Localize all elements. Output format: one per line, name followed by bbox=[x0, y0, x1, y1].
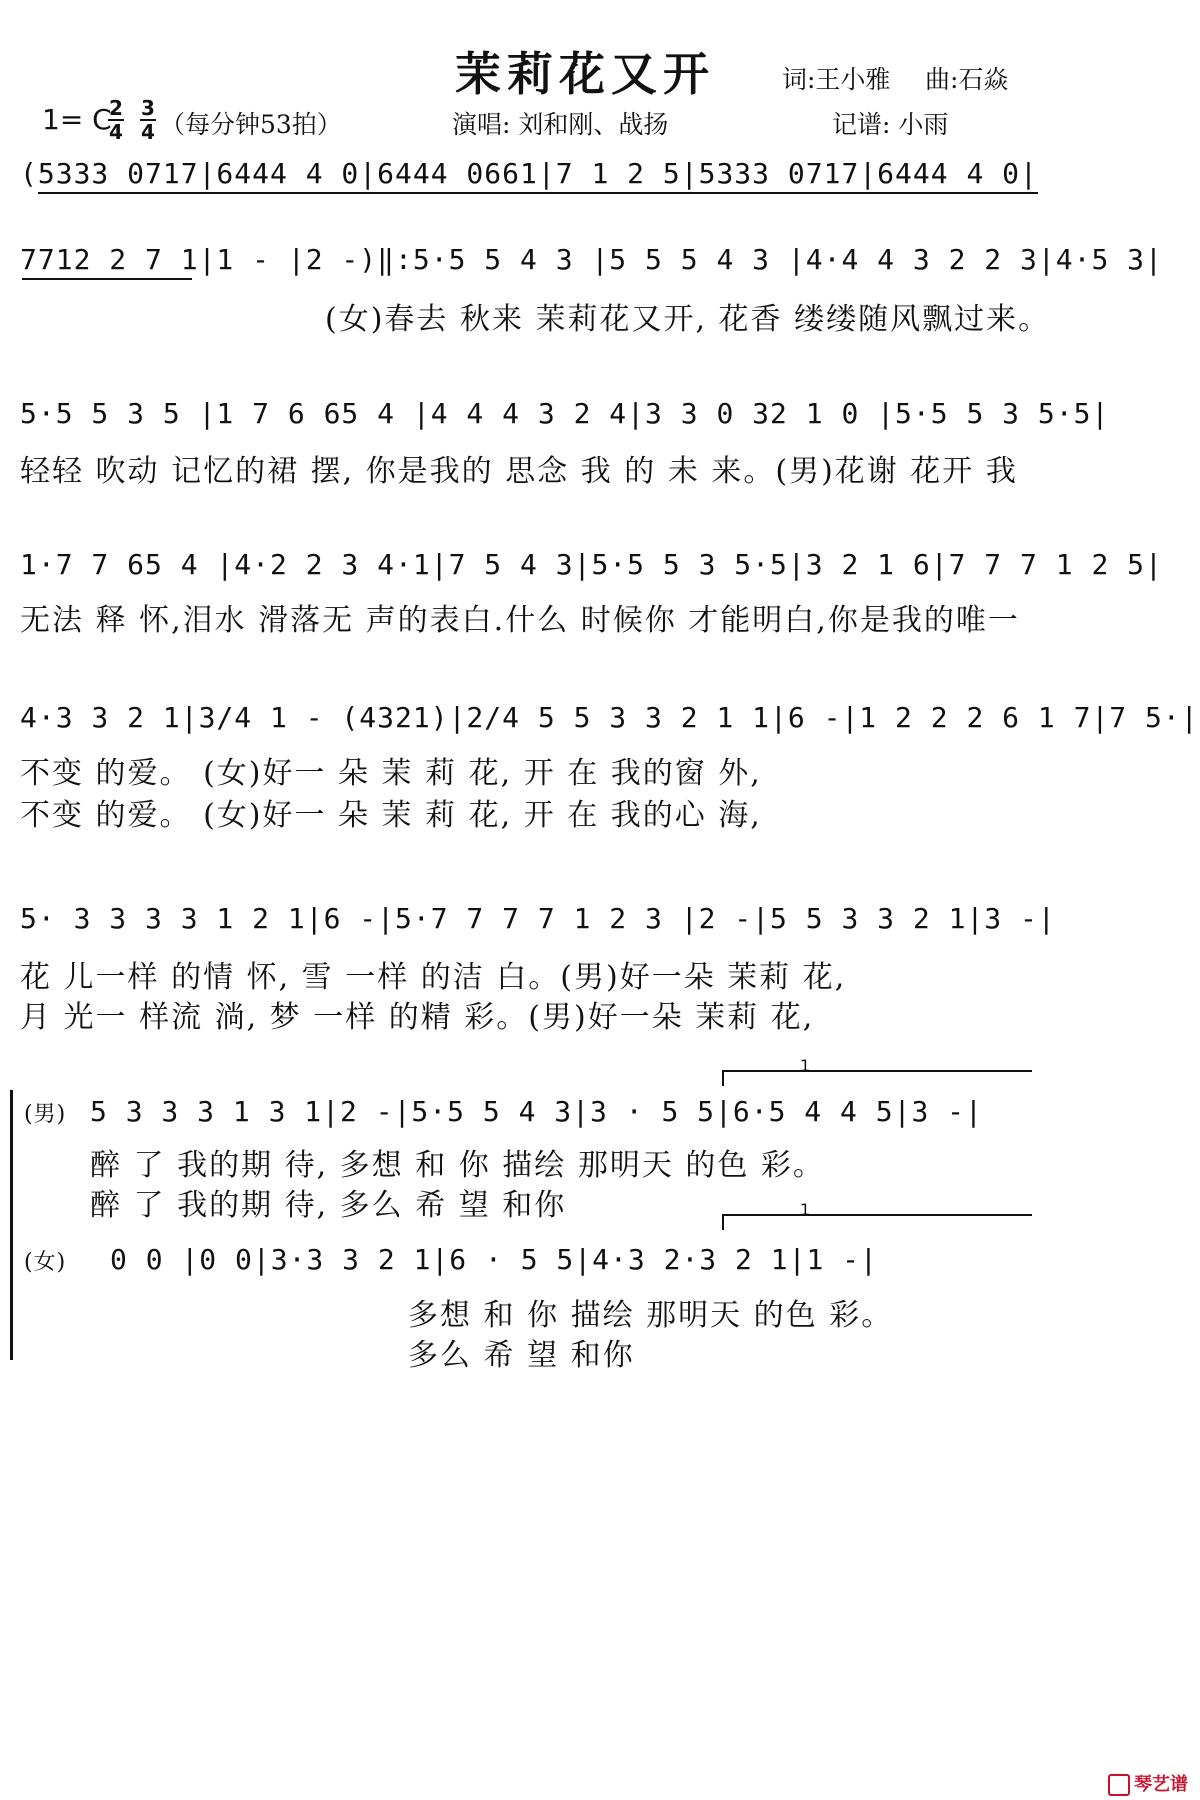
volta-1-male-number: 1 bbox=[800, 1056, 811, 1075]
system-6-lyric-2: 月 光一 样流 淌, 梦 一样 的精 彩。(男)好一朵 茉莉 花, bbox=[20, 1000, 815, 1035]
time-signature-2 bbox=[140, 98, 156, 142]
system-2-lyric-1: (女)春去 秋来 茉莉花又开, 花香 缕缕随风飘过来。 bbox=[325, 302, 1051, 337]
system-3-lyric-1: 轻轻 吹动 记忆的裙 摆, 你是我的 思念 我 的 未 来。(男)花谢 花开 我 bbox=[20, 454, 1018, 489]
watermark-logo bbox=[1108, 1770, 1188, 1796]
system-6-lyric-1: 花 儿一样 的情 怀, 雪 一样 的洁 白。(男)好一朵 茉莉 花, bbox=[20, 960, 847, 995]
system-1-notes: (5333 0717|6444 4 0|6444 0661|7 1 2 5|5333 0717|6444 4 0| bbox=[20, 157, 1038, 190]
composer: 曲:石焱 bbox=[925, 65, 1009, 94]
system-2-notes: 7712 2 7 1|1 - |2 -)‖:5·5 5 4 3 |5 5 5 4 3 |4·4 4 3 2 2 3|4·5 3| bbox=[20, 243, 1163, 276]
system-7-lyric-2: 醉 了 我的期 待, 多么 希 望 和你 bbox=[90, 1188, 567, 1223]
transcriber: 记谱: 小雨 bbox=[832, 110, 949, 139]
volta-1-female bbox=[722, 1214, 1032, 1230]
system-5-lyric-2: 不变 的爱。 (女)好一 朵 茉 莉 花, 开 在 我的心 海, bbox=[20, 798, 762, 833]
lyricist: 词:王小雅 bbox=[782, 65, 891, 94]
tempo: （每分钟53拍） bbox=[160, 110, 342, 139]
system-7-part-label: (男) bbox=[24, 1102, 67, 1127]
watermark-text: 琴艺谱 bbox=[1134, 1774, 1188, 1795]
system-4-notes: 1·7 7 65 4 |4·2 2 3 4·1|7 5 4 3|5·5 5 3 5·5|3 2 1 6|7 7 7 1 2 5| bbox=[20, 548, 1163, 581]
singers: 演唱: 刘和刚、战扬 bbox=[452, 110, 669, 139]
volta-1-male bbox=[722, 1070, 1032, 1086]
qinyipu-logo-icon bbox=[1108, 1774, 1130, 1796]
system-8-lyric-2: 多么 希 望 和你 bbox=[408, 1338, 635, 1373]
system-6-notes: 5· 3 3 3 3 1 2 1|6 -|5·7 7 7 7 1 2 3 |2 -|5 5 3 3 2 1|3 -| bbox=[20, 902, 1056, 935]
time-signature-1-bottom: 4 bbox=[109, 120, 123, 144]
time-signature-1-top: 2 bbox=[109, 96, 123, 120]
system-5-notes: 4·3 3 2 1|3/4 1 - (4321)|2/4 5 5 3 3 2 1 1|6 -|1 2 2 2 6 1 7|7 5·| bbox=[20, 701, 1199, 734]
key-signature: 1= C bbox=[42, 103, 112, 136]
volta-1-female-number: 1 bbox=[800, 1200, 811, 1219]
time-signature-1 bbox=[108, 98, 124, 142]
system-8-part-label: (女) bbox=[24, 1250, 67, 1275]
system-7-lyric-1: 醉 了 我的期 待, 多想 和 你 描绘 那明天 的色 彩。 bbox=[90, 1148, 825, 1183]
time-signature-2-bottom: 4 bbox=[141, 120, 155, 144]
time-signature-2-top: 3 bbox=[141, 96, 155, 120]
system-8-lyric-1: 多想 和 你 描绘 那明天 的色 彩。 bbox=[408, 1298, 894, 1333]
duet-bracket bbox=[10, 1090, 13, 1360]
score-title: 茉莉花又开 bbox=[455, 47, 715, 101]
system-3-notes: 5·5 5 3 5 |1 7 6 65 4 |4 4 4 3 2 4|3 3 0 32 1 0 |5·5 5 3 5·5| bbox=[20, 397, 1110, 430]
system-8-notes: 0 0 |0 0|3·3 3 2 1|6 · 5 5|4·3 2·3 2 1|1 -| bbox=[110, 1243, 878, 1276]
system-4-lyric-1: 无法 释 怀,泪水 滑落无 声的表白.什么 时候你 才能明白,你是我的唯一 bbox=[20, 603, 1020, 638]
system-7-notes: 5 3 3 3 1 3 1|2 -|5·5 5 4 3|3 · 5 5|6·5 4 4 5|3 -| bbox=[90, 1095, 983, 1128]
system-5-lyric-1: 不变 的爱。 (女)好一 朵 茉 莉 花, 开 在 我的窗 外, bbox=[20, 756, 762, 791]
